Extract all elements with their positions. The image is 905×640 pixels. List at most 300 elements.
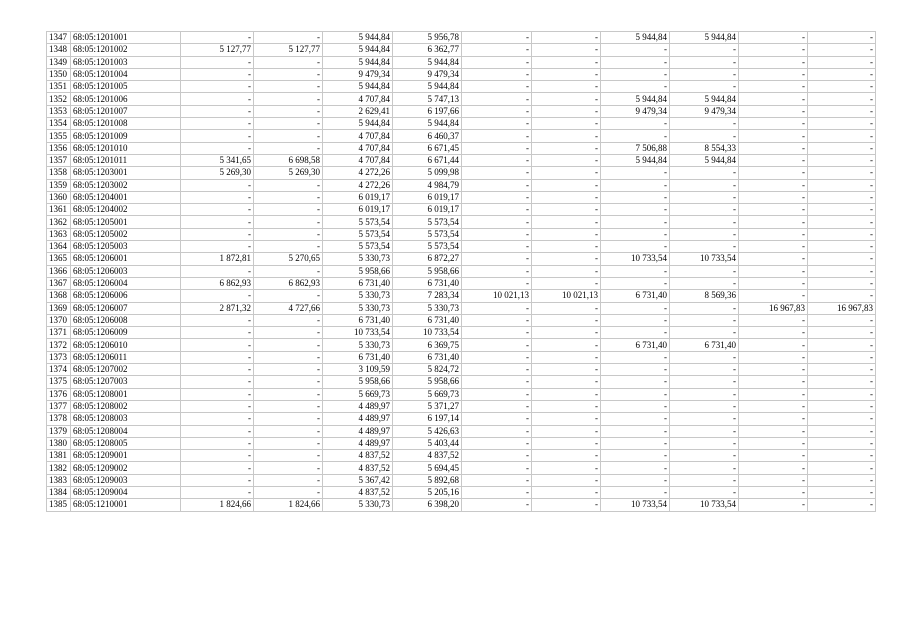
value-cell: -	[739, 474, 808, 486]
value-cell: -	[532, 450, 601, 462]
value-cell: -	[462, 277, 532, 289]
value-cell: 10 733,54	[601, 499, 670, 511]
value-cell: -	[670, 228, 739, 240]
value-cell: -	[532, 154, 601, 166]
table-row	[47, 142, 876, 154]
row-index-cell: 1354	[47, 118, 71, 130]
value-cell: -	[808, 277, 876, 289]
row-index-cell: 1365	[47, 253, 71, 265]
value-cell: -	[670, 302, 739, 314]
table-row	[47, 425, 876, 437]
value-cell: -	[532, 499, 601, 511]
value-cell: -	[739, 130, 808, 142]
value-cell: -	[532, 142, 601, 154]
value-cell: -	[181, 105, 254, 117]
value-cell: 5 127,77	[181, 44, 254, 56]
value-cell: -	[254, 179, 323, 191]
value-cell: -	[670, 130, 739, 142]
row-index-cell: 1358	[47, 167, 71, 179]
value-cell: -	[254, 130, 323, 142]
value-cell: -	[670, 118, 739, 130]
cadastral-code-cell: 68:05:1201009	[71, 130, 181, 142]
row-index-cell: 1352	[47, 93, 71, 105]
value-cell: -	[532, 388, 601, 400]
value-cell: -	[532, 241, 601, 253]
value-cell: -	[532, 314, 601, 326]
value-cell: -	[808, 216, 876, 228]
value-cell: -	[181, 216, 254, 228]
value-cell: -	[181, 241, 254, 253]
value-cell: 5 824,72	[393, 364, 462, 376]
row-index-cell: 1359	[47, 179, 71, 191]
value-cell: -	[462, 142, 532, 154]
cadastral-code-cell: 68:05:1208001	[71, 388, 181, 400]
table-row	[47, 474, 876, 486]
value-cell: -	[181, 425, 254, 437]
value-cell: -	[808, 290, 876, 302]
value-cell: -	[739, 437, 808, 449]
value-cell: -	[181, 339, 254, 351]
cadastral-code-cell: 68:05:1201005	[71, 81, 181, 93]
value-cell: -	[601, 130, 670, 142]
value-cell: -	[808, 241, 876, 253]
table-row	[47, 462, 876, 474]
value-cell: 6 698,58	[254, 154, 323, 166]
value-cell: -	[254, 364, 323, 376]
value-cell: -	[601, 44, 670, 56]
value-cell: -	[532, 339, 601, 351]
table-row	[47, 413, 876, 425]
value-cell: -	[181, 327, 254, 339]
table-row	[47, 130, 876, 142]
value-cell: -	[670, 351, 739, 363]
cadastral-code-cell: 68:05:1206010	[71, 339, 181, 351]
value-cell: -	[181, 265, 254, 277]
value-cell: 5 573,54	[323, 228, 393, 240]
value-cell: 6 731,40	[393, 277, 462, 289]
value-cell: 5 944,84	[670, 32, 739, 44]
value-cell: -	[739, 486, 808, 498]
cadastral-code-cell: 68:05:1204002	[71, 204, 181, 216]
value-cell: -	[808, 437, 876, 449]
table-row	[47, 277, 876, 289]
value-cell: -	[532, 68, 601, 80]
value-cell: 8 554,33	[670, 142, 739, 154]
value-cell: 6 731,40	[323, 351, 393, 363]
value-cell: -	[739, 364, 808, 376]
value-cell: -	[254, 191, 323, 203]
value-cell: -	[670, 241, 739, 253]
value-cell: 6 019,17	[323, 204, 393, 216]
value-cell: 5 573,54	[323, 241, 393, 253]
table-row	[47, 265, 876, 277]
value-cell: -	[808, 327, 876, 339]
value-cell: -	[808, 68, 876, 80]
cadastral-code-cell: 68:05:1201003	[71, 56, 181, 68]
value-cell: -	[739, 253, 808, 265]
value-cell: -	[739, 118, 808, 130]
value-cell: 5 330,73	[323, 253, 393, 265]
value-cell: -	[254, 32, 323, 44]
value-cell: -	[532, 364, 601, 376]
table-row	[47, 93, 876, 105]
value-cell: -	[739, 56, 808, 68]
value-cell: -	[532, 376, 601, 388]
value-cell: -	[181, 462, 254, 474]
value-cell: -	[462, 327, 532, 339]
value-cell: -	[739, 93, 808, 105]
table-row	[47, 191, 876, 203]
value-cell: -	[532, 105, 601, 117]
table-row	[47, 32, 876, 44]
cadastral-code-cell: 68:05:1208005	[71, 437, 181, 449]
table-body	[47, 32, 876, 512]
value-cell: -	[254, 228, 323, 240]
value-cell: -	[254, 413, 323, 425]
value-cell: -	[670, 56, 739, 68]
table-row	[47, 241, 876, 253]
value-cell: -	[739, 228, 808, 240]
value-cell: -	[808, 167, 876, 179]
row-index-cell: 1366	[47, 265, 71, 277]
value-cell: -	[808, 499, 876, 511]
value-cell: -	[532, 302, 601, 314]
value-cell: -	[181, 93, 254, 105]
value-cell: -	[462, 474, 532, 486]
value-cell: 5 573,54	[393, 228, 462, 240]
row-index-cell: 1377	[47, 400, 71, 412]
value-cell: 5 341,65	[181, 154, 254, 166]
value-cell: 6 671,45	[393, 142, 462, 154]
value-cell: -	[462, 204, 532, 216]
value-cell: -	[601, 388, 670, 400]
value-cell: -	[808, 376, 876, 388]
value-cell: -	[739, 216, 808, 228]
value-cell: -	[670, 327, 739, 339]
value-cell: -	[254, 216, 323, 228]
value-cell: -	[808, 400, 876, 412]
value-cell: -	[532, 425, 601, 437]
cadastral-code-cell: 68:05:1206009	[71, 327, 181, 339]
value-cell: 6 862,93	[254, 277, 323, 289]
value-cell: 4 489,97	[323, 400, 393, 412]
value-cell: -	[532, 118, 601, 130]
value-cell: 6 369,75	[393, 339, 462, 351]
value-cell: 9 479,34	[601, 105, 670, 117]
value-cell: -	[181, 130, 254, 142]
value-cell: 5 944,84	[393, 118, 462, 130]
value-cell: -	[462, 154, 532, 166]
value-cell: 8 569,36	[670, 290, 739, 302]
value-cell: -	[462, 437, 532, 449]
value-cell: -	[601, 376, 670, 388]
value-cell: -	[739, 462, 808, 474]
value-cell: 10 733,54	[670, 253, 739, 265]
table-row	[47, 302, 876, 314]
value-cell: 4 837,52	[323, 450, 393, 462]
value-cell: -	[601, 277, 670, 289]
value-cell: -	[181, 400, 254, 412]
value-cell: -	[532, 474, 601, 486]
value-cell: -	[808, 339, 876, 351]
value-cell: 16 967,83	[739, 302, 808, 314]
value-cell: -	[181, 118, 254, 130]
value-cell: 9 479,34	[393, 68, 462, 80]
value-cell: -	[808, 425, 876, 437]
value-cell: 4 707,84	[323, 130, 393, 142]
value-cell: -	[670, 277, 739, 289]
value-cell: 6 019,17	[323, 191, 393, 203]
value-cell: -	[808, 351, 876, 363]
value-cell: -	[670, 450, 739, 462]
value-cell: -	[808, 44, 876, 56]
value-cell: 4 489,97	[323, 437, 393, 449]
value-cell: -	[601, 241, 670, 253]
cadastral-code-cell: 68:05:1201001	[71, 32, 181, 44]
value-cell: 5 403,44	[393, 437, 462, 449]
value-cell: -	[181, 56, 254, 68]
value-cell: -	[532, 462, 601, 474]
value-cell: -	[462, 216, 532, 228]
value-cell: -	[532, 253, 601, 265]
value-cell: -	[739, 68, 808, 80]
value-cell: 5 099,98	[393, 167, 462, 179]
value-cell: 5 330,73	[323, 302, 393, 314]
value-cell: -	[808, 179, 876, 191]
value-cell: -	[601, 462, 670, 474]
value-cell: -	[808, 474, 876, 486]
value-cell: 6 731,40	[393, 351, 462, 363]
value-cell: 5 694,45	[393, 462, 462, 474]
cadastral-code-cell: 68:05:1210001	[71, 499, 181, 511]
value-cell: 5 944,84	[601, 32, 670, 44]
value-cell: -	[254, 327, 323, 339]
value-cell: 5 958,66	[323, 376, 393, 388]
value-cell: -	[532, 400, 601, 412]
value-cell: -	[462, 413, 532, 425]
cadastral-code-cell: 68:05:1201008	[71, 118, 181, 130]
value-cell: 4 727,66	[254, 302, 323, 314]
value-cell: -	[739, 425, 808, 437]
value-cell: 6 671,44	[393, 154, 462, 166]
value-cell: -	[670, 364, 739, 376]
value-cell: -	[670, 437, 739, 449]
value-cell: 6 019,17	[393, 204, 462, 216]
value-cell: 6 731,40	[601, 339, 670, 351]
value-cell: -	[462, 56, 532, 68]
value-cell: -	[670, 400, 739, 412]
cadastral-code-cell: 68:05:1206004	[71, 277, 181, 289]
row-index-cell: 1363	[47, 228, 71, 240]
value-cell: -	[181, 351, 254, 363]
value-cell: 10 733,54	[393, 327, 462, 339]
value-cell: -	[254, 388, 323, 400]
value-cell: -	[670, 81, 739, 93]
value-cell: -	[601, 56, 670, 68]
value-cell: -	[808, 81, 876, 93]
value-cell: 6 460,37	[393, 130, 462, 142]
value-cell: 9 479,34	[670, 105, 739, 117]
value-cell: -	[739, 327, 808, 339]
cadastral-code-cell: 68:05:1206006	[71, 290, 181, 302]
value-cell: -	[462, 462, 532, 474]
value-cell: 5 269,30	[254, 167, 323, 179]
value-cell: 4 272,26	[323, 167, 393, 179]
row-index-cell: 1351	[47, 81, 71, 93]
cadastral-code-cell: 68:05:1209003	[71, 474, 181, 486]
value-cell: -	[808, 191, 876, 203]
value-cell: 5 270,65	[254, 253, 323, 265]
value-cell: 4 489,97	[323, 413, 393, 425]
cadastral-code-cell: 68:05:1201004	[71, 68, 181, 80]
row-index-cell: 1357	[47, 154, 71, 166]
table-row	[47, 154, 876, 166]
cadastral-code-cell: 68:05:1208002	[71, 400, 181, 412]
row-index-cell: 1372	[47, 339, 71, 351]
value-cell: -	[462, 130, 532, 142]
value-cell: 5 330,73	[393, 302, 462, 314]
value-cell: 6 862,93	[181, 277, 254, 289]
value-cell: -	[254, 474, 323, 486]
table-row	[47, 327, 876, 339]
row-index-cell: 1361	[47, 204, 71, 216]
value-cell: -	[532, 44, 601, 56]
value-cell: -	[601, 474, 670, 486]
data-sheet	[46, 31, 876, 512]
value-cell: -	[808, 118, 876, 130]
value-cell: -	[532, 167, 601, 179]
value-cell: -	[532, 32, 601, 44]
value-cell: -	[532, 437, 601, 449]
cadastral-code-cell: 68:05:1203001	[71, 167, 181, 179]
value-cell: -	[808, 450, 876, 462]
value-cell: -	[462, 314, 532, 326]
value-cell: -	[254, 118, 323, 130]
table-row	[47, 339, 876, 351]
cadastral-code-cell: 68:05:1201007	[71, 105, 181, 117]
value-cell: -	[254, 241, 323, 253]
value-cell: -	[254, 56, 323, 68]
cadastral-code-cell: 68:05:1201002	[71, 44, 181, 56]
value-cell: -	[254, 450, 323, 462]
value-cell: 6 731,40	[670, 339, 739, 351]
value-cell: 5 944,84	[323, 81, 393, 93]
value-cell: -	[532, 191, 601, 203]
row-index-cell: 1383	[47, 474, 71, 486]
value-cell: -	[670, 486, 739, 498]
value-cell: -	[462, 400, 532, 412]
value-cell: -	[532, 93, 601, 105]
value-cell: -	[532, 327, 601, 339]
value-cell: -	[670, 314, 739, 326]
value-cell: -	[181, 68, 254, 80]
value-cell: -	[462, 93, 532, 105]
value-cell: 5 944,84	[323, 118, 393, 130]
value-cell: -	[670, 388, 739, 400]
row-index-cell: 1350	[47, 68, 71, 80]
value-cell: -	[532, 204, 601, 216]
value-cell: -	[808, 413, 876, 425]
table-row	[47, 105, 876, 117]
value-cell: -	[670, 179, 739, 191]
value-cell: -	[254, 462, 323, 474]
value-cell: 5 956,78	[393, 32, 462, 44]
value-cell: 5 944,84	[393, 56, 462, 68]
value-cell: 4 837,52	[323, 486, 393, 498]
row-index-cell: 1348	[47, 44, 71, 56]
value-cell: -	[532, 486, 601, 498]
value-cell: -	[601, 204, 670, 216]
cadastral-code-cell: 68:05:1203002	[71, 179, 181, 191]
value-cell: 9 479,34	[323, 68, 393, 80]
value-cell: -	[462, 81, 532, 93]
row-index-cell: 1347	[47, 32, 71, 44]
value-cell: -	[462, 241, 532, 253]
value-cell: 4 837,52	[323, 462, 393, 474]
cadastral-code-cell: 68:05:1207003	[71, 376, 181, 388]
value-cell: 5 944,84	[601, 93, 670, 105]
value-cell: 6 872,27	[393, 253, 462, 265]
value-cell: -	[181, 437, 254, 449]
value-cell: 6 731,40	[323, 314, 393, 326]
value-cell: 6 731,40	[601, 290, 670, 302]
value-cell: -	[739, 376, 808, 388]
value-cell: -	[181, 376, 254, 388]
value-cell: -	[181, 486, 254, 498]
value-cell: -	[808, 388, 876, 400]
value-cell: 5 944,84	[670, 93, 739, 105]
value-cell: -	[254, 339, 323, 351]
value-cell: 2 629,41	[323, 105, 393, 117]
table-row	[47, 81, 876, 93]
value-cell: -	[254, 204, 323, 216]
table-row	[47, 364, 876, 376]
table-row	[47, 167, 876, 179]
value-cell: -	[601, 437, 670, 449]
value-cell: -	[462, 499, 532, 511]
value-cell: -	[670, 44, 739, 56]
value-cell: 4 707,84	[323, 154, 393, 166]
value-cell: -	[739, 167, 808, 179]
value-cell: 6 197,14	[393, 413, 462, 425]
row-index-cell: 1374	[47, 364, 71, 376]
value-cell: -	[601, 302, 670, 314]
value-cell: -	[808, 56, 876, 68]
value-cell: -	[601, 68, 670, 80]
value-cell: -	[254, 290, 323, 302]
value-cell: -	[808, 253, 876, 265]
value-cell: -	[462, 105, 532, 117]
value-cell: -	[462, 228, 532, 240]
value-cell: 5 944,84	[393, 81, 462, 93]
data-table	[46, 31, 876, 512]
value-cell: 2 871,32	[181, 302, 254, 314]
value-cell: -	[532, 351, 601, 363]
value-cell: -	[601, 425, 670, 437]
value-cell: -	[181, 413, 254, 425]
table-row	[47, 499, 876, 511]
value-cell: -	[739, 265, 808, 277]
value-cell: -	[739, 81, 808, 93]
value-cell: 5 371,27	[393, 400, 462, 412]
table-row	[47, 400, 876, 412]
value-cell: -	[601, 486, 670, 498]
value-cell: 7 506,88	[601, 142, 670, 154]
value-cell: 16 967,83	[808, 302, 876, 314]
table-row	[47, 118, 876, 130]
value-cell: -	[739, 142, 808, 154]
value-cell: -	[181, 364, 254, 376]
